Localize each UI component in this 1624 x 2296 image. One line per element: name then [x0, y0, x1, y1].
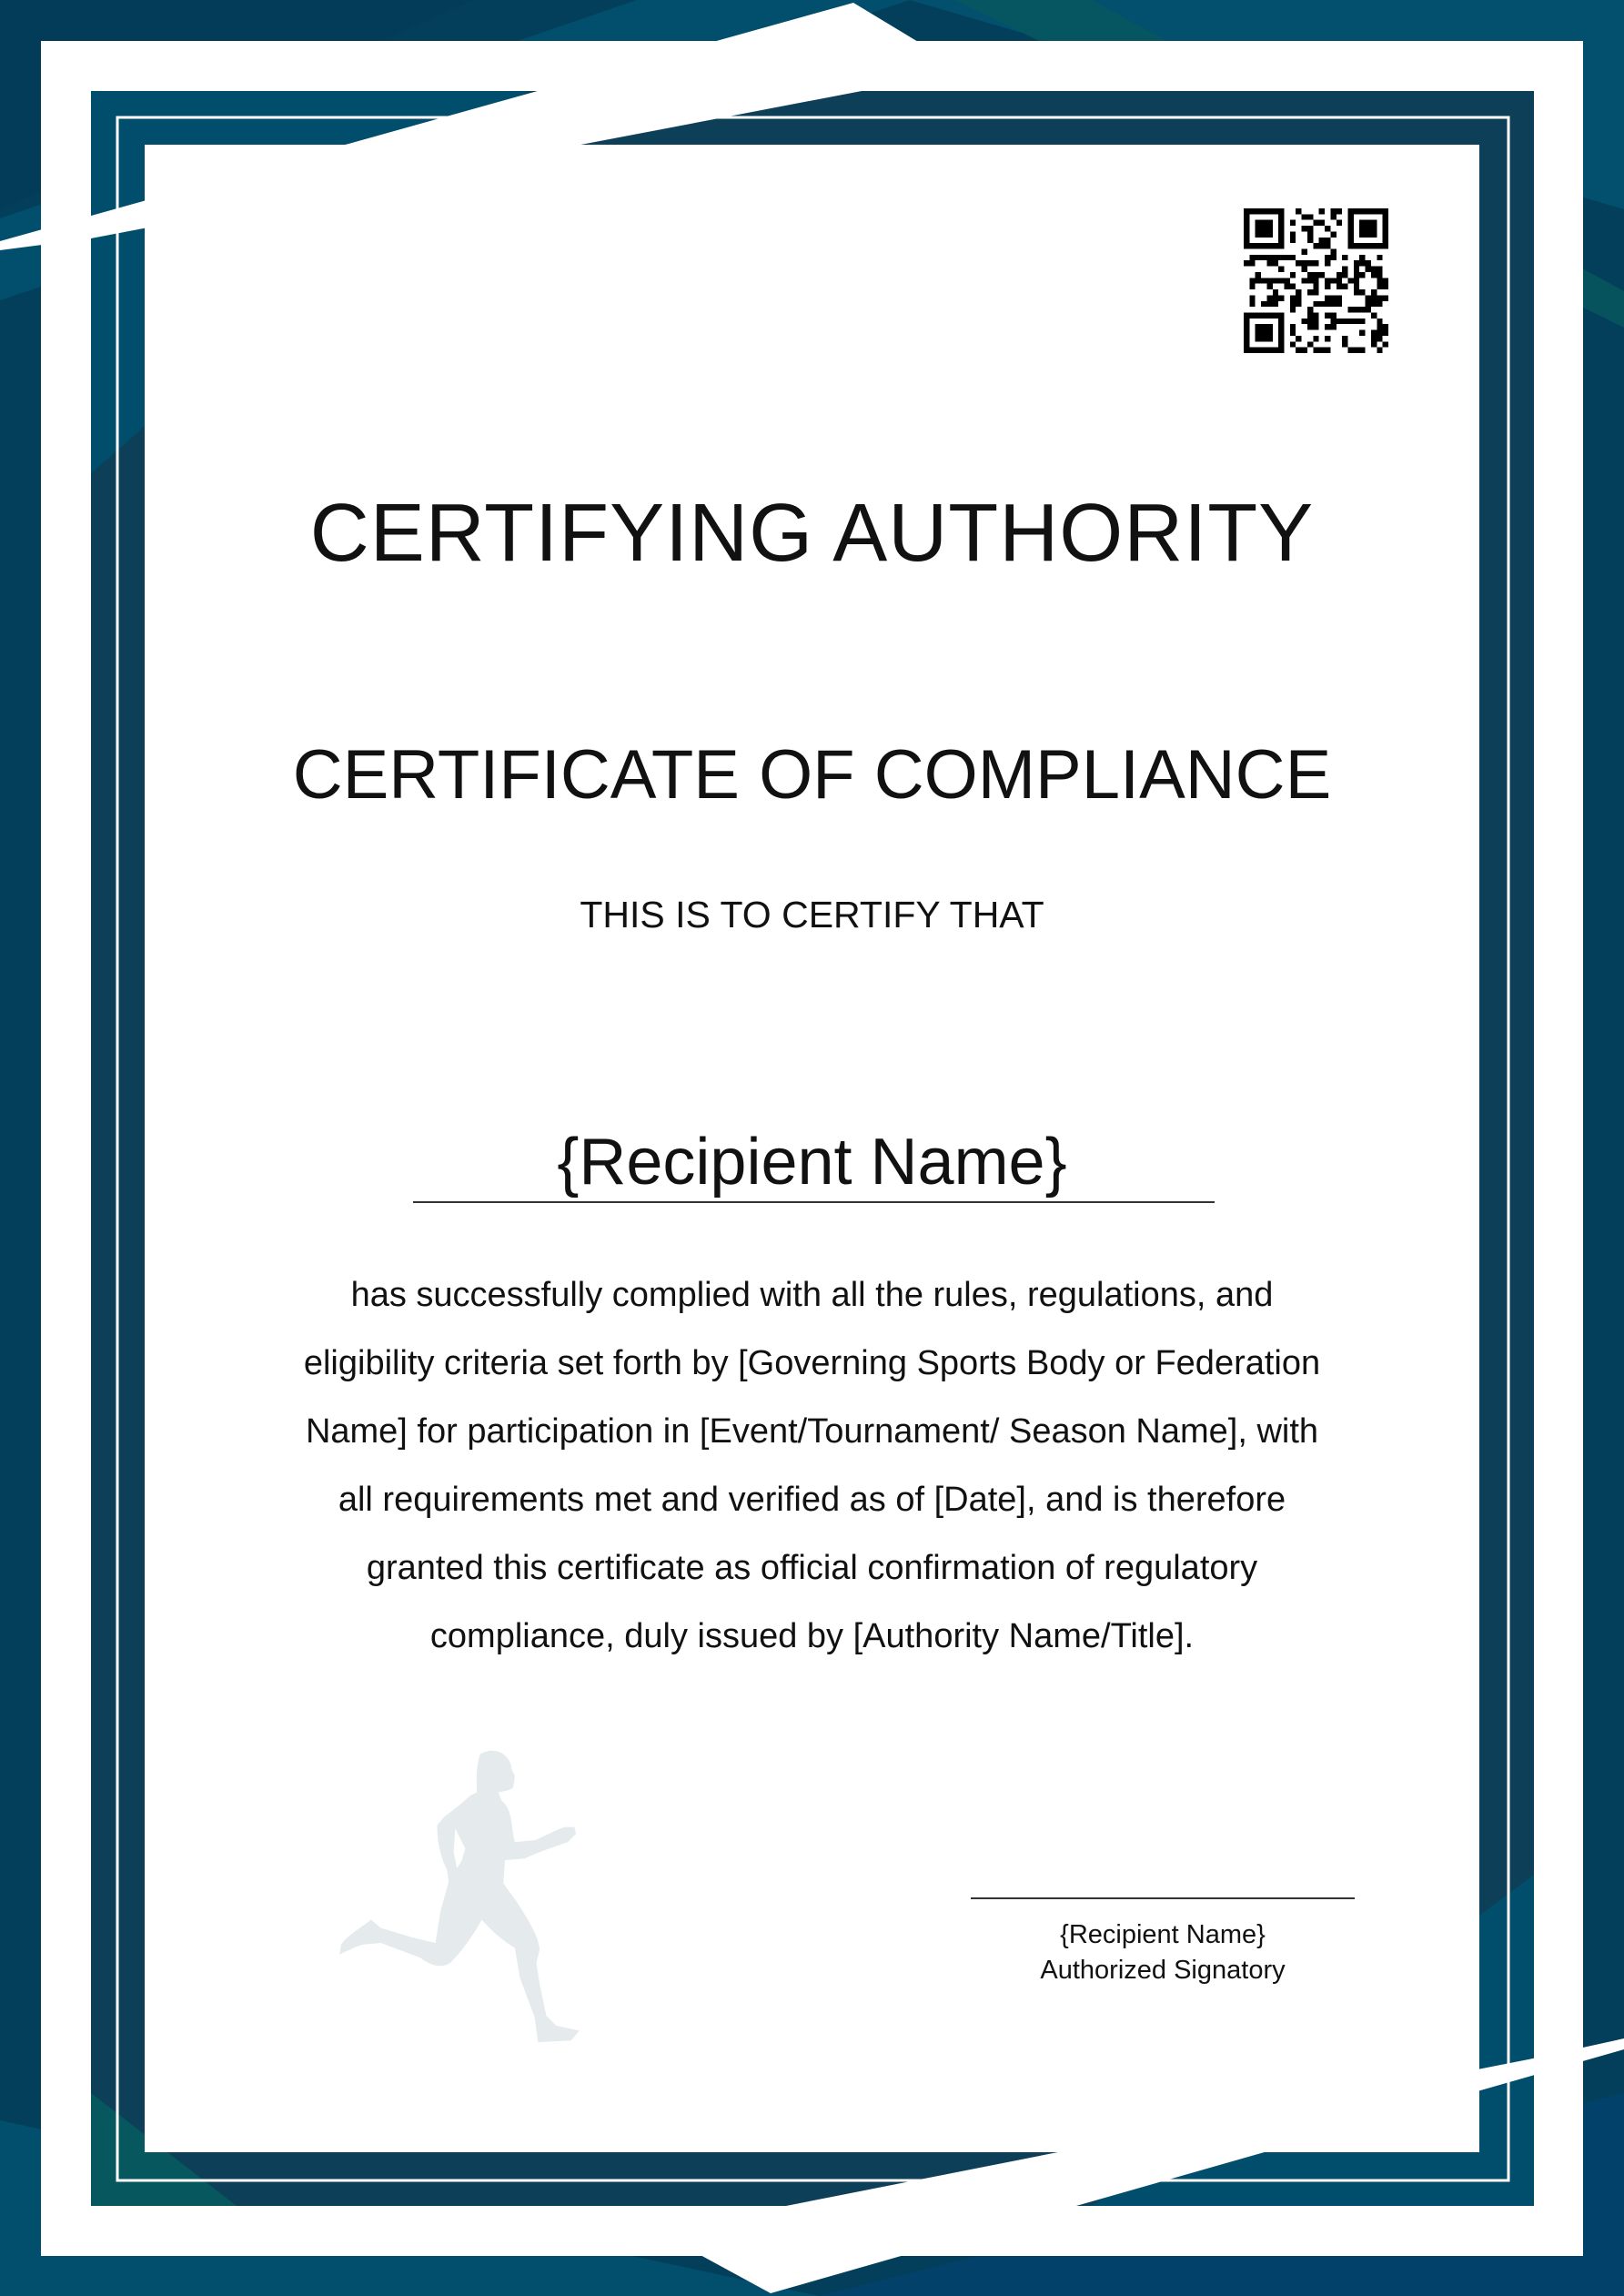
qr-module	[1313, 289, 1318, 295]
qr-module	[1313, 301, 1318, 307]
qr-module	[1249, 301, 1255, 307]
qr-module	[1383, 226, 1388, 231]
qr-module	[1307, 319, 1313, 324]
qr-module	[1278, 341, 1284, 347]
qr-module	[1313, 312, 1318, 318]
qr-module	[1359, 330, 1365, 336]
qr-module	[1313, 243, 1318, 248]
qr-module	[1278, 348, 1284, 353]
qr-module	[1256, 348, 1261, 353]
qr-module	[1325, 348, 1330, 353]
qr-module	[1256, 231, 1261, 237]
qr-module	[1285, 278, 1290, 283]
qr-module	[1266, 312, 1272, 318]
qr-module	[1244, 243, 1249, 248]
qr-module	[1383, 220, 1388, 226]
qr-module	[1249, 284, 1255, 289]
qr-module	[1307, 324, 1313, 329]
qr-module	[1296, 301, 1301, 307]
qr-module	[1319, 272, 1325, 278]
qr-module	[1359, 319, 1365, 324]
qr-module	[1261, 301, 1266, 307]
qr-module	[1256, 255, 1261, 260]
qr-module	[1377, 272, 1382, 278]
qr-module	[1302, 348, 1307, 353]
qr-module	[1383, 295, 1388, 300]
qr-module	[1290, 307, 1296, 312]
qr-module	[1278, 226, 1284, 231]
qr-module	[1313, 272, 1318, 278]
qr-module	[1307, 272, 1313, 278]
qr-module	[1371, 272, 1377, 278]
qr-module	[1359, 272, 1365, 278]
qr-module	[1290, 284, 1296, 289]
qr-module	[1278, 243, 1284, 248]
qr-module	[1371, 341, 1377, 347]
qr-module	[1278, 255, 1284, 260]
qr-module	[1366, 260, 1371, 266]
qr-module	[1319, 348, 1325, 353]
qr-module	[1366, 295, 1371, 300]
qr-module	[1273, 208, 1278, 214]
qr-module	[1377, 301, 1382, 307]
qr-module	[1330, 319, 1336, 324]
qr-module	[1266, 295, 1272, 300]
qr-module	[1296, 336, 1301, 341]
qr-module	[1342, 319, 1347, 324]
qr-module	[1244, 319, 1249, 324]
qr-module	[1249, 243, 1255, 248]
qr-module	[1307, 341, 1313, 347]
qr-module	[1371, 289, 1377, 295]
qr-module	[1359, 255, 1365, 260]
qr-module	[1278, 319, 1284, 324]
qr-module	[1383, 341, 1388, 347]
qr-module	[1337, 319, 1342, 324]
qr-module	[1383, 208, 1388, 214]
qr-module	[1371, 312, 1377, 318]
qr-module	[1313, 319, 1318, 324]
qr-module	[1313, 260, 1318, 266]
qr-module	[1273, 255, 1278, 260]
qr-module	[1325, 312, 1330, 318]
qr-module	[1244, 208, 1249, 214]
qr-module	[1261, 220, 1266, 226]
qr-module	[1342, 267, 1347, 272]
qr-module	[1307, 231, 1313, 237]
qr-module	[1354, 267, 1359, 272]
qr-module	[1337, 278, 1342, 283]
qr-module	[1371, 226, 1377, 231]
qr-module	[1377, 278, 1382, 283]
qr-module	[1383, 231, 1388, 237]
qr-module	[1302, 249, 1307, 255]
qr-module	[1371, 208, 1377, 214]
qr-module	[1347, 319, 1353, 324]
signatory-role: Authorized Signatory	[1040, 1956, 1286, 1985]
qr-module	[1342, 336, 1347, 341]
qr-module	[1359, 208, 1365, 214]
qr-module	[1302, 319, 1307, 324]
qr-module	[1377, 324, 1382, 329]
qr-code-icon	[1244, 208, 1388, 353]
qr-module	[1383, 324, 1388, 329]
qr-module	[1256, 272, 1261, 278]
qr-module	[1302, 267, 1307, 272]
qr-module	[1307, 312, 1313, 318]
qr-module	[1256, 220, 1261, 226]
qr-module	[1377, 336, 1382, 341]
qr-module	[1302, 226, 1307, 231]
qr-module	[1249, 255, 1255, 260]
qr-module	[1266, 336, 1272, 341]
qr-module	[1266, 330, 1272, 336]
qr-module	[1337, 301, 1342, 307]
qr-module	[1366, 231, 1371, 237]
qr-module	[1366, 243, 1371, 248]
qr-module	[1266, 260, 1272, 266]
qr-module	[1313, 324, 1318, 329]
qr-module	[1266, 348, 1272, 353]
qr-module	[1347, 220, 1353, 226]
qr-module	[1273, 295, 1278, 300]
qr-module	[1261, 324, 1266, 329]
qr-module	[1325, 324, 1330, 329]
qr-module	[1330, 249, 1336, 255]
qr-module	[1319, 208, 1325, 214]
qr-module	[1290, 238, 1296, 243]
qr-module	[1278, 295, 1284, 300]
qr-module	[1307, 307, 1313, 312]
qr-module	[1278, 214, 1284, 219]
qr-module	[1290, 255, 1296, 260]
qr-module	[1302, 260, 1307, 266]
qr-module	[1330, 295, 1336, 300]
qr-module	[1302, 214, 1307, 219]
qr-module	[1244, 226, 1249, 231]
qr-module	[1266, 208, 1272, 214]
qr-module	[1285, 255, 1290, 260]
qr-module	[1273, 312, 1278, 318]
recipient-name: {Recipient Name}	[557, 1126, 1067, 1199]
qr-module	[1313, 220, 1318, 226]
qr-module	[1383, 278, 1388, 283]
qr-module	[1278, 330, 1284, 336]
qr-module	[1302, 278, 1307, 283]
qr-module	[1266, 284, 1272, 289]
qr-module	[1377, 284, 1382, 289]
qr-module	[1359, 220, 1365, 226]
qr-module	[1330, 255, 1336, 260]
qr-module	[1261, 231, 1266, 237]
qr-module	[1330, 301, 1336, 307]
qr-module	[1359, 260, 1365, 266]
qr-module	[1273, 348, 1278, 353]
qr-module	[1256, 226, 1261, 231]
qr-module	[1377, 255, 1382, 260]
qr-module	[1319, 243, 1325, 248]
qr-module	[1347, 226, 1353, 231]
qr-module	[1266, 278, 1272, 283]
qr-module	[1296, 295, 1301, 300]
qr-module	[1325, 301, 1330, 307]
certificate-body-text: has successfully complied with all the rules, regulations, and eligibility criteria set forth by [Governing Sports Body or Federation Name] for participation in [Event/Tournament/ Season Name], with all requirements met and verified as of [Date], and is therefore granted this certificate as official confirmation of regulatory compliance, duly issued by [Authority Name/Title].	[303, 1276, 1321, 1655]
qr-module	[1313, 348, 1318, 353]
qr-module	[1290, 324, 1296, 329]
qr-module	[1354, 272, 1359, 278]
qr-module	[1359, 307, 1365, 312]
qr-module	[1249, 260, 1255, 266]
qr-module	[1261, 226, 1266, 231]
qr-module	[1325, 226, 1330, 231]
qr-module	[1354, 260, 1359, 266]
qr-module	[1330, 278, 1336, 283]
qr-module	[1330, 312, 1336, 318]
qr-module	[1296, 348, 1301, 353]
qr-module	[1290, 272, 1296, 278]
qr-module	[1330, 214, 1336, 219]
qr-module	[1266, 301, 1272, 307]
qr-module	[1249, 295, 1255, 300]
qr-module	[1330, 208, 1336, 214]
qr-module	[1307, 260, 1313, 266]
qr-module	[1319, 301, 1325, 307]
qr-module	[1244, 312, 1249, 318]
qr-module	[1342, 341, 1347, 347]
qr-module	[1319, 220, 1325, 226]
qr-module	[1371, 330, 1377, 336]
qr-module	[1307, 289, 1313, 295]
qr-module	[1261, 243, 1266, 248]
qr-module	[1347, 278, 1353, 283]
qr-module	[1325, 284, 1330, 289]
qr-module	[1383, 214, 1388, 219]
qr-module	[1347, 238, 1353, 243]
qr-module	[1278, 312, 1284, 318]
qr-module	[1377, 267, 1382, 272]
qr-module	[1371, 301, 1377, 307]
qr-module	[1366, 226, 1371, 231]
qr-module	[1278, 220, 1284, 226]
qr-module	[1244, 238, 1249, 243]
qr-module	[1325, 260, 1330, 266]
qr-module	[1354, 243, 1359, 248]
qr-module	[1354, 284, 1359, 289]
qr-module	[1371, 295, 1377, 300]
qr-module	[1377, 208, 1382, 214]
qr-module	[1244, 324, 1249, 329]
qr-module	[1342, 272, 1347, 278]
recipient-underline	[413, 1201, 1215, 1203]
qr-module	[1273, 260, 1278, 266]
qr-module	[1337, 208, 1342, 214]
qr-module	[1325, 243, 1330, 248]
qr-module	[1278, 336, 1284, 341]
qr-module	[1337, 295, 1342, 300]
qr-module	[1266, 243, 1272, 248]
qr-module	[1354, 307, 1359, 312]
qr-module	[1383, 238, 1388, 243]
qr-module	[1273, 289, 1278, 295]
qr-module	[1383, 243, 1388, 248]
qr-module	[1256, 312, 1261, 318]
qr-module	[1307, 278, 1313, 283]
qr-module	[1377, 243, 1382, 248]
qr-module	[1256, 243, 1261, 248]
qr-module	[1256, 324, 1261, 329]
qr-module	[1342, 255, 1347, 260]
qr-module	[1347, 214, 1353, 219]
qr-module	[1261, 208, 1266, 214]
qr-module	[1377, 319, 1382, 324]
qr-module	[1290, 295, 1296, 300]
qr-module	[1371, 267, 1377, 272]
qr-module	[1354, 348, 1359, 353]
qr-module	[1337, 272, 1342, 278]
qr-module	[1261, 330, 1266, 336]
qr-module	[1261, 312, 1266, 318]
qr-module	[1278, 238, 1284, 243]
certify-intro: THIS IS TO CERTIFY THAT	[580, 894, 1044, 936]
qr-module	[1354, 319, 1359, 324]
qr-module	[1244, 336, 1249, 341]
signature-line	[971, 1897, 1355, 1899]
issuer-heading: CERTIFYING AUTHORITY	[309, 488, 1315, 579]
qr-module	[1307, 214, 1313, 219]
qr-module	[1266, 231, 1272, 237]
qr-module	[1290, 231, 1296, 237]
qr-module	[1366, 301, 1371, 307]
qr-module	[1359, 231, 1365, 237]
qr-module	[1256, 278, 1261, 283]
qr-module	[1313, 284, 1318, 289]
qr-module	[1244, 214, 1249, 219]
qr-module	[1377, 348, 1382, 353]
qr-module	[1359, 226, 1365, 231]
qr-module	[1296, 260, 1301, 266]
qr-module	[1261, 348, 1266, 353]
qr-module	[1347, 243, 1353, 248]
qr-module	[1307, 226, 1313, 231]
qr-module	[1278, 324, 1284, 329]
qr-module	[1359, 243, 1365, 248]
qr-module	[1325, 278, 1330, 283]
qr-module	[1359, 289, 1365, 295]
qr-module	[1296, 289, 1301, 295]
qr-module	[1325, 336, 1330, 341]
qr-module	[1266, 226, 1272, 231]
qr-module	[1325, 238, 1330, 243]
qr-module	[1337, 220, 1342, 226]
qr-module	[1249, 208, 1255, 214]
runner-silhouette-icon	[323, 1734, 596, 2061]
qr-module	[1278, 267, 1284, 272]
qr-module	[1278, 208, 1284, 214]
qr-module	[1278, 231, 1284, 237]
qr-module	[1244, 330, 1249, 336]
qr-module	[1307, 238, 1313, 243]
qr-module	[1377, 330, 1382, 336]
qr-module	[1319, 238, 1325, 243]
qr-module	[1290, 301, 1296, 307]
qr-module	[1249, 278, 1255, 283]
qr-module	[1371, 220, 1377, 226]
qr-module	[1261, 278, 1266, 283]
qr-module	[1261, 336, 1266, 341]
qr-module	[1273, 243, 1278, 248]
qr-module	[1273, 301, 1278, 307]
qr-module	[1244, 260, 1249, 266]
qr-module	[1325, 255, 1330, 260]
qr-module	[1366, 208, 1371, 214]
qr-module	[1249, 312, 1255, 318]
qr-module	[1354, 278, 1359, 283]
qr-module	[1371, 336, 1377, 341]
certificate-title: CERTIFICATE OF COMPLIANCE	[292, 736, 1332, 814]
qr-module	[1347, 307, 1353, 312]
qr-module	[1290, 330, 1296, 336]
qr-module	[1342, 284, 1347, 289]
qr-module	[1330, 231, 1336, 237]
qr-module	[1383, 284, 1388, 289]
qr-module	[1325, 295, 1330, 300]
qr-module	[1330, 324, 1336, 329]
qr-module	[1354, 289, 1359, 295]
qr-module	[1366, 307, 1371, 312]
qr-module	[1261, 255, 1266, 260]
qr-module	[1285, 284, 1290, 289]
qr-module	[1383, 330, 1388, 336]
qr-module	[1244, 231, 1249, 237]
qr-module	[1244, 341, 1249, 347]
qr-module	[1290, 341, 1296, 347]
signatory-name: {Recipient Name}	[1060, 1920, 1266, 1949]
qr-module	[1371, 231, 1377, 237]
qr-module	[1256, 336, 1261, 341]
qr-module	[1266, 220, 1272, 226]
qr-module	[1256, 208, 1261, 214]
qr-module	[1256, 330, 1261, 336]
qr-module	[1347, 231, 1353, 237]
qr-module	[1244, 348, 1249, 353]
qr-module	[1354, 208, 1359, 214]
qr-module	[1273, 278, 1278, 283]
qr-module	[1347, 348, 1353, 353]
qr-module	[1290, 220, 1296, 226]
qr-module	[1266, 255, 1272, 260]
qr-module	[1359, 348, 1365, 353]
qr-module	[1366, 220, 1371, 226]
qr-module	[1278, 278, 1284, 283]
qr-module	[1249, 348, 1255, 353]
qr-module	[1244, 220, 1249, 226]
qr-module	[1366, 267, 1371, 272]
qr-module	[1296, 208, 1301, 214]
qr-module	[1313, 336, 1318, 341]
qr-module	[1377, 295, 1382, 300]
qr-module	[1347, 208, 1353, 214]
qr-module	[1266, 324, 1272, 329]
qr-module	[1313, 278, 1318, 283]
qr-module	[1371, 243, 1377, 248]
qr-module	[1337, 284, 1342, 289]
